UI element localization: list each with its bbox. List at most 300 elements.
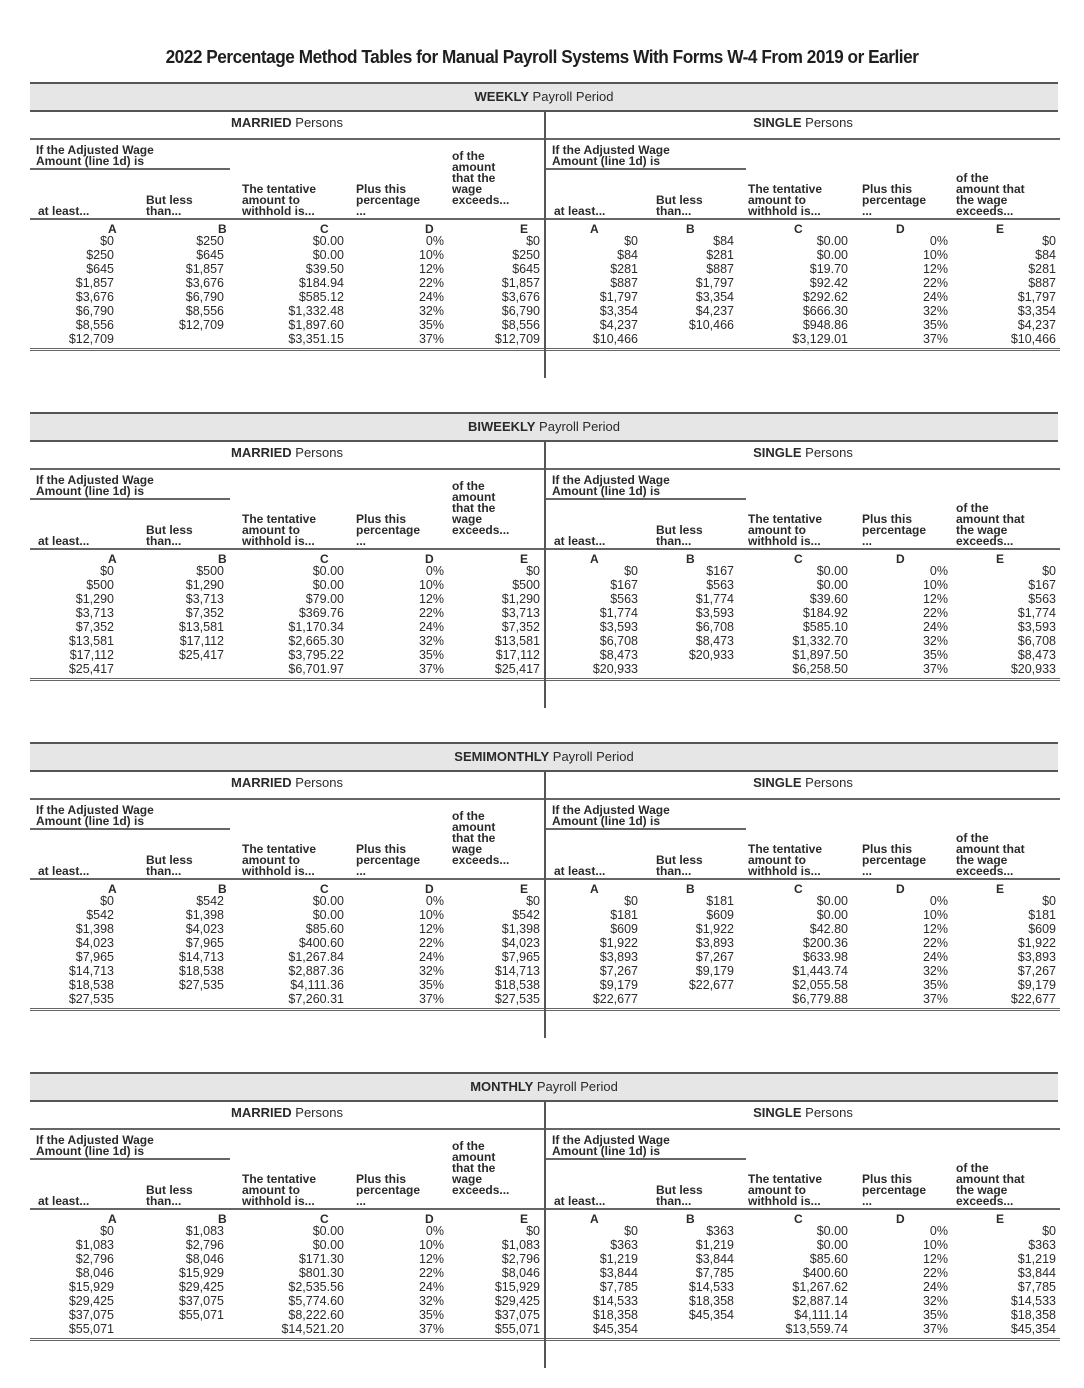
table-cell: $801.30	[298, 1266, 344, 1280]
column-letter: D	[425, 222, 434, 236]
table-cell: $887	[706, 262, 734, 276]
table-cell: 37%	[922, 1322, 948, 1336]
married-persons-header: MARRIED Persons	[30, 112, 544, 140]
table-cell: 0%	[929, 564, 948, 578]
table-cell: $9,179	[599, 978, 638, 992]
table-cell: 0%	[929, 234, 948, 248]
table-cell: $15,929	[68, 1280, 114, 1294]
table-cell: $292.62	[802, 290, 848, 304]
table-cell: $37,075	[494, 1308, 540, 1322]
percentage-header: Plus this percentage ...	[356, 182, 421, 218]
table-cell: 0%	[425, 894, 444, 908]
table-cell: $3,354	[695, 290, 734, 304]
table-row	[546, 978, 1060, 992]
table-cell: $92.42	[809, 276, 848, 290]
but-less-header: But less than...	[656, 523, 703, 548]
table-cell: $0	[1042, 894, 1056, 908]
table-cell: 32%	[418, 1294, 444, 1308]
table-cell: $1,774	[695, 592, 734, 606]
table-cell: $4,023	[75, 936, 114, 950]
table-cell: $6,790	[75, 304, 114, 318]
table-cell: $0	[100, 894, 114, 908]
table-cell: $27,535	[178, 978, 224, 992]
but-less-header: But less than...	[656, 853, 703, 878]
table-cell: 10%	[418, 578, 444, 592]
table-cell: $500	[512, 578, 540, 592]
column-letter: A	[108, 882, 117, 896]
but-less-header: But less than...	[146, 193, 193, 218]
table-cell: 35%	[922, 1308, 948, 1322]
table-cell: 24%	[418, 1280, 444, 1294]
table-row	[30, 922, 544, 936]
table-cell: $85.60	[809, 1252, 848, 1266]
table-cell: $18,538	[178, 964, 224, 978]
table-cell: $585.12	[298, 290, 344, 304]
table-cell: $0	[526, 564, 540, 578]
table-cell: 12%	[418, 592, 444, 606]
table-cell: $2,887.14	[792, 1294, 848, 1308]
table-row	[30, 276, 544, 290]
table-cell: $2,796	[75, 1252, 114, 1266]
percentage-header: Plus this percentage ...	[862, 512, 927, 548]
table-cell: 22%	[922, 606, 948, 620]
single-table	[544, 1102, 1060, 1368]
tentative-amount-header: The tentative amount to withhold is...	[242, 182, 317, 218]
column-letter: D	[896, 552, 905, 566]
table-cell: 24%	[922, 290, 948, 304]
table-cell: $84	[1035, 248, 1056, 262]
table-cell: $181	[706, 894, 734, 908]
period-title: WEEKLY Payroll Period	[30, 82, 1058, 112]
adjusted-wage-header: If the Adjusted Wage Amount (line 1d) is	[36, 1133, 154, 1158]
table-cell: 0%	[929, 1224, 948, 1238]
table-cell: 22%	[922, 276, 948, 290]
table-cell: 24%	[922, 620, 948, 634]
column-letter: D	[425, 552, 434, 566]
table-cell: $7,352	[501, 620, 540, 634]
column-letter: B	[218, 552, 227, 566]
table-cell: $1,774	[1017, 606, 1056, 620]
table-row	[546, 304, 1060, 318]
table-row	[30, 894, 544, 908]
table-cell: $1,857	[501, 276, 540, 290]
table-cell: $3,129.01	[792, 332, 848, 346]
table-cell: $0.00	[816, 1238, 848, 1252]
period-title: BIWEEKLY Payroll Period	[30, 412, 1058, 442]
table-cell: $20,933	[1010, 662, 1056, 676]
table-cell: $84	[713, 234, 734, 248]
table-cell: $7,785	[695, 1266, 734, 1280]
table-cell: $281	[1028, 262, 1056, 276]
table-cell: 35%	[418, 318, 444, 332]
table-row	[546, 290, 1060, 304]
table-row	[546, 662, 1060, 676]
table-cell: $14,533	[1010, 1294, 1056, 1308]
single-persons-header: SINGLE Persons	[546, 1102, 1060, 1130]
table-cell: $181	[610, 908, 638, 922]
table-cell: $6,701.97	[288, 662, 344, 676]
table-row	[30, 1322, 544, 1336]
table-row	[30, 606, 544, 620]
table-row	[30, 620, 544, 634]
table-cell: $6,708	[599, 634, 638, 648]
table-cell: $645	[196, 248, 224, 262]
table-row	[546, 1294, 1060, 1308]
table-cell: $645	[512, 262, 540, 276]
column-letter: A	[108, 1212, 117, 1226]
married-table	[30, 442, 544, 708]
table-cell: 35%	[418, 978, 444, 992]
table-cell: $12,709	[494, 332, 540, 346]
table-cell: $0.00	[816, 908, 848, 922]
table-cell: $167	[1028, 578, 1056, 592]
table-cell: 0%	[929, 894, 948, 908]
table-cell: $1,857	[75, 276, 114, 290]
table-cell: $1,398	[501, 922, 540, 936]
table-cell: $3,354	[1017, 304, 1056, 318]
table-cell: 32%	[418, 964, 444, 978]
column-letter: A	[590, 222, 599, 236]
table-cell: $184.92	[802, 606, 848, 620]
table-row	[30, 332, 544, 346]
table-cell: $9,179	[695, 964, 734, 978]
table-cell: $500	[196, 564, 224, 578]
table-cell: $25,417	[68, 662, 114, 676]
table-cell: $7,267	[599, 964, 638, 978]
table-cell: $14,713	[494, 964, 540, 978]
table-cell: 24%	[922, 1280, 948, 1294]
table-cell: $0.00	[816, 564, 848, 578]
table-cell: $29,425	[68, 1294, 114, 1308]
table-cell: $3,593	[1017, 620, 1056, 634]
table-cell: 12%	[418, 262, 444, 276]
table-cell: $7,965	[501, 950, 540, 964]
table-cell: $3,893	[599, 950, 638, 964]
table-cell: $0.00	[312, 234, 344, 248]
percentage-header: Plus this percentage ...	[862, 1172, 927, 1208]
table-cell: $7,965	[185, 936, 224, 950]
table-row	[546, 620, 1060, 634]
table-cell: $7,352	[75, 620, 114, 634]
table-cell: $13,559.74	[785, 1322, 848, 1336]
table-cell: 10%	[418, 1238, 444, 1252]
tentative-amount-header: The tentative amount to withhold is...	[242, 1172, 317, 1208]
table-row	[546, 1266, 1060, 1280]
table-cell: 12%	[922, 1252, 948, 1266]
table-cell: 32%	[922, 634, 948, 648]
table-cell: $18,358	[688, 1294, 734, 1308]
table-cell: $4,023	[185, 922, 224, 936]
table-cell: $585.10	[802, 620, 848, 634]
table-cell: $1,267.62	[792, 1280, 848, 1294]
table-cell: $400.60	[802, 1266, 848, 1280]
table-cell: $8,046	[75, 1266, 114, 1280]
table-row	[546, 578, 1060, 592]
table-cell: $18,358	[592, 1308, 638, 1322]
table-cell: $8,473	[599, 648, 638, 662]
column-letter: C	[794, 552, 803, 566]
table-cell: 24%	[418, 950, 444, 964]
table-cell: $8,473	[695, 634, 734, 648]
table-cell: $2,796	[185, 1238, 224, 1252]
table-cell: $10,466	[688, 318, 734, 332]
percentage-header: Plus this percentage ...	[356, 1172, 421, 1208]
but-less-header: But less than...	[656, 1183, 703, 1208]
table-cell: $250	[86, 248, 114, 262]
married-persons-header: MARRIED Persons	[30, 1102, 544, 1130]
exceeds-header: of the amount that the wage exceeds...	[956, 171, 1025, 218]
table-cell: $1,219	[695, 1238, 734, 1252]
table-cell: $14,713	[178, 950, 224, 964]
married-table	[30, 772, 544, 1038]
table-cell: $184.94	[298, 276, 344, 290]
table-cell: $2,535.56	[288, 1280, 344, 1294]
table-row	[546, 908, 1060, 922]
table-cell: $22,677	[688, 978, 734, 992]
table-cell: $0	[100, 1224, 114, 1238]
table-row	[546, 634, 1060, 648]
table-row	[546, 262, 1060, 276]
table-cell: 12%	[922, 592, 948, 606]
table-cell: $200.36	[802, 936, 848, 950]
table-cell: $0	[100, 564, 114, 578]
table-cell: $4,023	[501, 936, 540, 950]
table-cell: $13,581	[68, 634, 114, 648]
table-cell: $39.50	[305, 262, 344, 276]
married-persons-header: MARRIED Persons	[30, 772, 544, 800]
at-least-header: at least...	[554, 1194, 606, 1208]
table-cell: 10%	[418, 248, 444, 262]
table-row	[546, 1238, 1060, 1252]
table-cell: $0	[624, 234, 638, 248]
table-cell: $7,260.31	[288, 992, 344, 1006]
table-cell: $29,425	[494, 1294, 540, 1308]
table-cell: $55,071	[494, 1322, 540, 1336]
table-cell: 10%	[922, 1238, 948, 1252]
table-row	[546, 1280, 1060, 1294]
table-cell: $0.00	[816, 234, 848, 248]
table-cell: $887	[610, 276, 638, 290]
table-cell: $3,593	[695, 606, 734, 620]
table-cell: $0.00	[816, 248, 848, 262]
table-cell: $84	[617, 248, 638, 262]
table-row	[30, 978, 544, 992]
table-cell: 10%	[922, 578, 948, 592]
table-row	[30, 936, 544, 950]
column-letter: E	[996, 552, 1005, 566]
table-cell: $20,933	[592, 662, 638, 676]
table-cell: $3,354	[599, 304, 638, 318]
adjusted-wage-header: If the Adjusted Wage Amount (line 1d) is	[36, 143, 154, 168]
table-row	[30, 248, 544, 262]
payroll-period-section	[30, 82, 1058, 378]
table-cell: $42.80	[809, 922, 848, 936]
at-least-header: at least...	[38, 204, 90, 218]
table-cell: $85.60	[305, 922, 344, 936]
column-letter: E	[520, 1212, 529, 1226]
table-cell: $12,709	[68, 332, 114, 346]
table-cell: $0.00	[312, 1224, 344, 1238]
single-table	[544, 442, 1060, 708]
table-cell: $17,112	[69, 648, 114, 662]
table-cell: $0	[624, 1224, 638, 1238]
table-cell: $3,676	[501, 290, 540, 304]
at-least-header: at least...	[554, 864, 606, 878]
table-cell: $6,708	[695, 620, 734, 634]
table-cell: 22%	[922, 1266, 948, 1280]
but-less-header: But less than...	[146, 523, 193, 548]
exceeds-header: of the amount that the wage exceeds...	[956, 1161, 1025, 1208]
payroll-period-section	[30, 412, 1058, 708]
table-row	[546, 564, 1060, 578]
table-cell: $3,676	[185, 276, 224, 290]
table-cell: $542	[86, 908, 114, 922]
column-letter: E	[520, 882, 529, 896]
adjusted-wage-header: If the Adjusted Wage Amount (line 1d) is	[552, 473, 670, 498]
table-cell: 32%	[922, 304, 948, 318]
exceeds-header: of the amount that the wage exceeds...	[452, 149, 510, 207]
table-row	[546, 950, 1060, 964]
table-cell: $542	[196, 894, 224, 908]
table-cell: $22,677	[592, 992, 638, 1006]
table-cell: $4,111.36	[290, 978, 344, 992]
column-letter: B	[686, 1212, 695, 1226]
table-row	[30, 908, 544, 922]
table-cell: $6,708	[1017, 634, 1056, 648]
table-cell: 0%	[425, 1224, 444, 1238]
table-cell: 12%	[922, 922, 948, 936]
table-cell: $563	[706, 578, 734, 592]
table-cell: $4,237	[599, 318, 638, 332]
table-cell: $0	[1042, 564, 1056, 578]
table-cell: $19.70	[809, 262, 848, 276]
table-row	[30, 304, 544, 318]
exceeds-header: of the amount that the wage exceeds...	[452, 1139, 510, 1197]
but-less-header: But less than...	[146, 1183, 193, 1208]
table-cell: $2,887.36	[288, 964, 344, 978]
column-letter: C	[320, 552, 329, 566]
table-cell: 0%	[425, 564, 444, 578]
adjusted-wage-header: If the Adjusted Wage Amount (line 1d) is	[552, 143, 670, 168]
adjusted-wage-header: If the Adjusted Wage Amount (line 1d) is	[36, 473, 154, 498]
column-letter: D	[425, 1212, 434, 1226]
table-cell: $14,521.20	[281, 1322, 344, 1336]
table-cell: 10%	[922, 908, 948, 922]
table-cell: 22%	[418, 936, 444, 950]
at-least-header: at least...	[38, 1194, 90, 1208]
column-letter: B	[218, 1212, 227, 1226]
payroll-period-section	[30, 1072, 1058, 1368]
exceeds-header: of the amount that the wage exceeds...	[956, 831, 1025, 878]
table-cell: 32%	[922, 1294, 948, 1308]
married-table	[30, 1102, 544, 1368]
table-cell: $500	[86, 578, 114, 592]
table-cell: $0.00	[312, 1238, 344, 1252]
column-letter: C	[320, 882, 329, 896]
table-cell: $0.00	[816, 894, 848, 908]
table-cell: $1,922	[695, 922, 734, 936]
table-cell: $666.30	[802, 304, 848, 318]
adjusted-wage-header: If the Adjusted Wage Amount (line 1d) is	[552, 1133, 670, 1158]
adjusted-wage-header: If the Adjusted Wage Amount (line 1d) is	[36, 803, 154, 828]
percentage-header: Plus this percentage ...	[862, 842, 927, 878]
column-letter: C	[320, 1212, 329, 1226]
table-cell: $645	[86, 262, 114, 276]
table-cell: 10%	[922, 248, 948, 262]
table-row	[546, 592, 1060, 606]
column-letter: B	[218, 882, 227, 896]
table-cell: $4,111.14	[794, 1308, 848, 1322]
column-letter: A	[590, 552, 599, 566]
table-row	[546, 648, 1060, 662]
table-cell: $45,354	[688, 1308, 734, 1322]
table-cell: $1,170.34	[288, 620, 344, 634]
table-cell: $363	[610, 1238, 638, 1252]
table-row	[30, 1266, 544, 1280]
table-cell: $1,332.48	[288, 304, 344, 318]
table-cell: $633.98	[802, 950, 848, 964]
table-row	[546, 936, 1060, 950]
table-cell: $3,893	[695, 936, 734, 950]
table-cell: $1,083	[501, 1238, 540, 1252]
table-cell: $3,676	[75, 290, 114, 304]
table-row	[546, 248, 1060, 262]
tentative-amount-header: The tentative amount to withhold is...	[748, 1172, 823, 1208]
table-row	[30, 648, 544, 662]
column-letter: D	[896, 1212, 905, 1226]
but-less-header: But less than...	[146, 853, 193, 878]
table-cell: $1,897.50	[792, 648, 848, 662]
table-cell: 35%	[418, 648, 444, 662]
table-cell: $948.86	[802, 318, 848, 332]
table-cell: $542	[512, 908, 540, 922]
table-cell: $3,713	[75, 606, 114, 620]
table-cell: $1,774	[599, 606, 638, 620]
column-letter: C	[794, 222, 803, 236]
table-cell: $1,398	[75, 922, 114, 936]
table-cell: $18,358	[1010, 1308, 1056, 1322]
table-cell: 35%	[922, 648, 948, 662]
single-persons-header: SINGLE Persons	[546, 112, 1060, 140]
table-row	[30, 578, 544, 592]
table-cell: $1,219	[1017, 1252, 1056, 1266]
adjusted-wage-header: If the Adjusted Wage Amount (line 1d) is	[552, 803, 670, 828]
table-cell: $1,083	[75, 1238, 114, 1252]
table-cell: $55,071	[178, 1308, 224, 1322]
table-cell: $6,790	[501, 304, 540, 318]
document-title: 2022 Percentage Method Tables for Manual Payroll Systems With Forms W-4 From 2019 or Earlier	[165, 46, 919, 67]
table-row	[30, 950, 544, 964]
table-row	[30, 1252, 544, 1266]
table-cell: $1,857	[185, 262, 224, 276]
table-row	[546, 922, 1060, 936]
table-row	[30, 262, 544, 276]
column-letter: D	[896, 882, 905, 896]
table-row	[546, 332, 1060, 346]
table-cell: $0.00	[312, 564, 344, 578]
table-cell: 32%	[418, 634, 444, 648]
tentative-amount-header: The tentative amount to withhold is...	[748, 182, 823, 218]
table-cell: $6,790	[185, 290, 224, 304]
column-letter: A	[108, 552, 117, 566]
table-cell: $29,425	[178, 1280, 224, 1294]
single-table	[544, 772, 1060, 1038]
column-letter: B	[686, 552, 695, 566]
table-cell: 37%	[922, 332, 948, 346]
table-cell: $8,473	[1017, 648, 1056, 662]
at-least-header: at least...	[554, 204, 606, 218]
table-cell: 32%	[418, 304, 444, 318]
